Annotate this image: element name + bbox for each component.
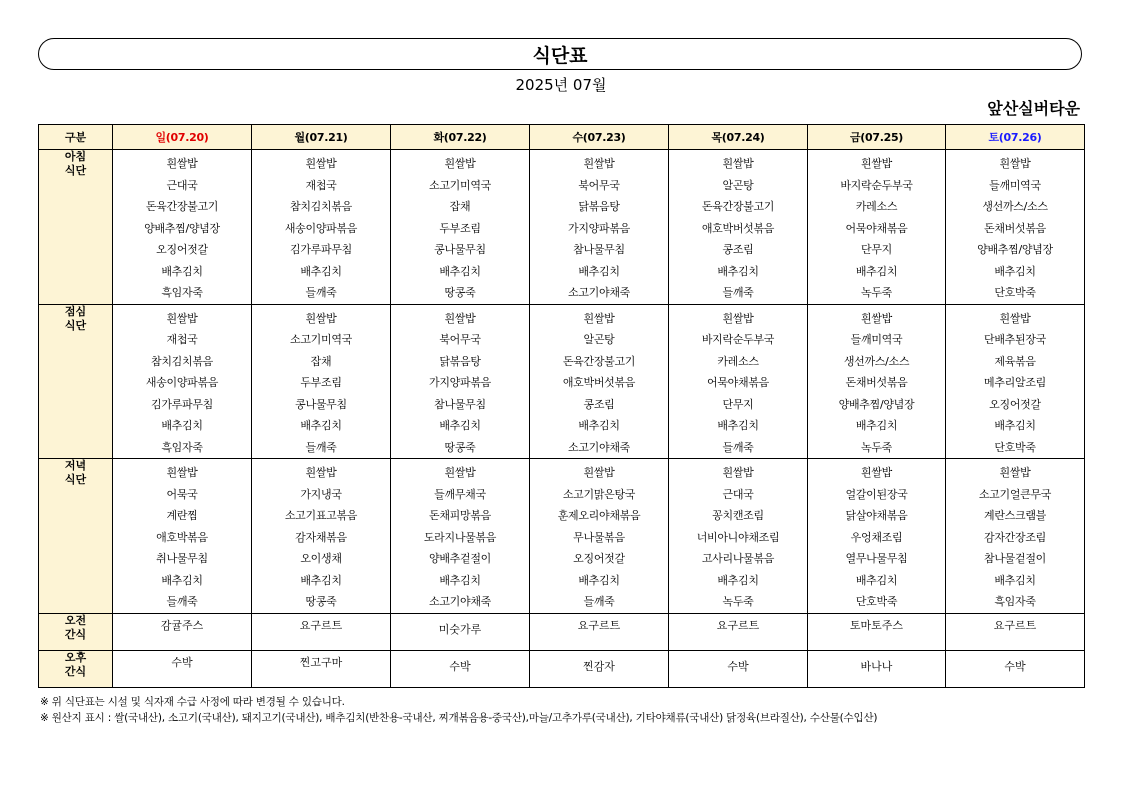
menu-item: 단배추된장국 — [984, 333, 1046, 346]
corner-header: 구분 — [39, 125, 113, 150]
menu-item: 흰쌀밥 — [305, 311, 337, 325]
menu-item: 소고기미역국 — [290, 333, 352, 346]
day-header-sat: 토(07.26) — [946, 125, 1085, 150]
menu-item: 콩나물무침 — [295, 397, 347, 411]
snack-item: 요구르트 — [716, 618, 760, 632]
menu-item: 참나물무침 — [573, 243, 625, 256]
menu-item: 바지락순두부국 — [701, 333, 775, 346]
header-row — [39, 125, 1085, 150]
snack-cell — [808, 650, 946, 687]
menu-item: 카레소스 — [855, 200, 898, 213]
menu-item: 녹두죽 — [861, 286, 892, 299]
menu-item: 닭볶음탕 — [578, 200, 620, 213]
menu-item: 어묵야채볶음 — [845, 221, 908, 235]
menu-item: 배추김치 — [439, 264, 481, 278]
menu-item: 배추김치 — [161, 264, 203, 278]
menu-item: 참치김치볶음 — [290, 200, 352, 213]
menu-item: 들깨미역국 — [989, 178, 1041, 192]
menu-item: 흰쌀밥 — [166, 311, 198, 325]
day-header-fri: 금(07.25) — [808, 125, 946, 150]
menu-item: 배추김치 — [994, 419, 1036, 432]
menu-item: 근대국 — [166, 178, 198, 192]
menu-item: 들깨미역국 — [850, 333, 903, 346]
menu-item: 녹두죽 — [861, 440, 892, 454]
menu-item: 취나물무침 — [156, 552, 208, 565]
menu-item: 배추김치 — [300, 264, 342, 278]
menu-item: 계란스크램블 — [984, 509, 1046, 522]
menu-item: 새송이양파볶음 — [145, 376, 219, 389]
meal-label — [39, 459, 113, 614]
snack-cell — [808, 613, 946, 650]
menu-cell — [113, 150, 252, 305]
day-header-sun: 일(07.20) — [113, 125, 252, 150]
menu-item: 돈육간장불고기 — [562, 354, 636, 368]
menu-cell — [391, 150, 530, 305]
snack-label — [39, 650, 113, 687]
menu-item: 흰쌀밥 — [166, 157, 198, 170]
menu-item: 콩나물무침 — [434, 243, 486, 256]
menu-item: 흰쌀밥 — [722, 311, 754, 325]
menu-item: 재첩국 — [166, 333, 198, 346]
menu-item: 오징어젓갈 — [573, 552, 625, 565]
menu-item: 배추김치 — [439, 419, 481, 432]
meal-label-line: 점심 — [64, 304, 87, 318]
menu-item: 참나물무침 — [434, 397, 486, 411]
snack-cell — [391, 650, 530, 687]
menu-cell — [252, 459, 391, 614]
snack-cell — [530, 613, 669, 650]
menu-item: 배추김치 — [717, 573, 759, 587]
menu-item: 양배추찜/양념장 — [977, 243, 1053, 256]
snack-cell — [530, 650, 669, 687]
organization-name: 앞산실버타운 — [987, 99, 1080, 118]
menu-cell — [669, 459, 808, 614]
menu-item: 배추김치 — [717, 419, 759, 432]
menu-item: 돈채피망볶음 — [429, 509, 491, 522]
menu-item: 감자간장조림 — [984, 530, 1046, 544]
snack-item: 바나나 — [860, 659, 893, 673]
menu-item: 소고기표고볶음 — [284, 509, 358, 522]
menu-item: 알곤탕 — [583, 333, 615, 346]
snack-cell — [669, 613, 808, 650]
menu-item: 녹두죽 — [722, 595, 754, 608]
menu-cell — [530, 459, 669, 614]
lunch-row — [39, 304, 1085, 459]
menu-cell — [808, 150, 946, 305]
snack-label-line: 간식 — [64, 664, 87, 678]
snack-item: 수박 — [1004, 659, 1026, 673]
menu-item: 너비아니야채조림 — [696, 530, 780, 544]
menu-item: 배추김치 — [300, 419, 342, 432]
menu-item: 배추김치 — [717, 264, 759, 278]
menu-cell — [530, 304, 669, 459]
menu-item: 들깨죽 — [166, 595, 198, 608]
menu-cell — [252, 304, 391, 459]
menu-cell — [808, 459, 946, 614]
menu-item: 가지양파볶음 — [429, 376, 491, 389]
menu-item: 애호박버섯볶음 — [562, 376, 636, 389]
menu-item: 알곤탕 — [722, 178, 754, 192]
menu-item: 배추김치 — [855, 419, 898, 432]
menu-item: 돈채버섯볶음 — [984, 221, 1046, 235]
breakfast-row — [39, 150, 1085, 305]
menu-item: 제육볶음 — [994, 354, 1036, 368]
dinner-row — [39, 459, 1085, 614]
menu-item: 도라지나물볶음 — [423, 530, 497, 544]
menu-item: 메추리알조림 — [984, 376, 1046, 389]
menu-item: 가지양파볶음 — [568, 221, 630, 235]
meal-label — [39, 304, 113, 459]
menu-item: 꽁치캔조림 — [712, 509, 764, 522]
menu-item: 두부조림 — [300, 376, 342, 389]
menu-table — [38, 124, 1085, 688]
menu-item: 양배추찜/양념장 — [838, 397, 915, 411]
snack-label-line: 간식 — [64, 627, 87, 641]
menu-item: 참나물겉절이 — [984, 552, 1046, 565]
afternoon-snack-row — [39, 650, 1085, 687]
menu-item: 소고기야채죽 — [568, 286, 630, 299]
snack-item: 수박 — [727, 659, 749, 673]
menu-cell — [391, 459, 530, 614]
menu-item: 단호박죽 — [855, 595, 898, 608]
menu-item: 무나물볶음 — [573, 530, 625, 544]
snack-item: 수박 — [449, 659, 471, 673]
menu-cell — [113, 459, 252, 614]
meal-label-line: 아침 — [64, 150, 87, 163]
menu-item: 흑임자죽 — [161, 286, 203, 299]
menu-item: 흰쌀밥 — [999, 157, 1031, 170]
menu-item: 들깨죽 — [305, 286, 337, 299]
menu-cell — [530, 150, 669, 305]
menu-item: 흑임자죽 — [161, 440, 203, 454]
snack-item: 미숫가루 — [438, 622, 482, 636]
snack-cell — [946, 613, 1085, 650]
snack-item: 요구르트 — [577, 618, 621, 632]
menu-item: 배추김치 — [439, 573, 481, 587]
menu-item: 고사리나물볶음 — [701, 552, 775, 565]
menu-item: 땅콩죽 — [444, 286, 476, 299]
menu-item: 흰쌀밥 — [722, 466, 754, 479]
menu-item: 새송이양파볶음 — [284, 221, 358, 235]
menu-item: 배추김치 — [161, 419, 203, 432]
menu-cell — [946, 459, 1085, 614]
menu-item: 단무지 — [722, 397, 754, 411]
menu-item: 들깨무채국 — [434, 487, 486, 501]
meal-label-line: 저녁 — [64, 459, 87, 472]
menu-item: 배추김치 — [578, 419, 620, 432]
menu-cell — [252, 150, 391, 305]
menu-item: 배추김치 — [855, 573, 898, 587]
menu-item: 북어무국 — [439, 333, 481, 346]
meal-label — [39, 150, 113, 305]
menu-item: 흰쌀밥 — [999, 466, 1031, 479]
menu-item: 얼갈이된장국 — [845, 487, 908, 501]
day-header-wed: 수(07.23) — [530, 125, 669, 150]
note-origin: ※ 원산지 표시 : 쌀(국내산), 소고기(국내산), 돼지고기(국내산), 배추김치(반찬용-국내산, 찌개볶음용-중국산),마늘/고추가루(국내산), 기타야채류(국내산) 닭정육(브라질산), 수산물(수입산) — [40, 712, 878, 724]
menu-item: 훈제오리야채볶음 — [557, 509, 641, 522]
meal-label-line: 식단 — [64, 318, 87, 332]
menu-item: 김가루파무침 — [290, 243, 352, 256]
menu-item: 들깨죽 — [583, 595, 615, 608]
menu-item: 김가루파무침 — [151, 397, 213, 411]
menu-item: 근대국 — [722, 487, 754, 501]
menu-item: 흑임자죽 — [994, 595, 1036, 608]
menu-item: 두부조림 — [439, 221, 481, 235]
menu-item: 들깨죽 — [305, 440, 337, 454]
menu-item: 흰쌀밥 — [722, 157, 754, 170]
menu-item: 애호박볶음 — [156, 530, 208, 544]
menu-item: 양배추겉절이 — [429, 552, 491, 565]
menu-item: 단호박죽 — [994, 286, 1036, 299]
menu-item: 콩조림 — [583, 397, 615, 411]
menu-item: 소고기맑은탕국 — [562, 487, 636, 501]
menu-item: 우엉채조림 — [850, 530, 903, 544]
menu-cell — [113, 304, 252, 459]
menu-item: 감자채볶음 — [295, 530, 347, 544]
notes — [40, 694, 877, 726]
menu-item: 돈육간장불고기 — [701, 200, 775, 213]
snack-cell — [113, 650, 252, 687]
menu-item: 잡채 — [310, 354, 332, 368]
menu-item: 잡채 — [449, 200, 471, 213]
menu-item: 오징어젓갈 — [989, 397, 1041, 411]
menu-cell — [946, 150, 1085, 305]
snack-item: 요구르트 — [993, 618, 1037, 632]
snack-item: 요구르트 — [299, 618, 343, 632]
menu-item: 배추김치 — [994, 573, 1036, 587]
menu-item: 바지락순두부국 — [840, 178, 913, 192]
menu-item: 흰쌀밥 — [861, 157, 892, 170]
day-header-tue: 화(07.22) — [391, 125, 530, 150]
snack-item: 찐고구마 — [299, 655, 343, 669]
menu-cell — [808, 304, 946, 459]
snack-cell — [252, 613, 391, 650]
menu-item: 흰쌀밥 — [583, 311, 615, 325]
menu-item: 배추김치 — [578, 573, 620, 587]
snack-item: 감귤주스 — [160, 618, 204, 632]
meal-label-line: 식단 — [64, 473, 87, 486]
menu-item: 땅콩죽 — [305, 595, 337, 608]
title-banner — [38, 38, 1082, 70]
menu-item: 계란찜 — [166, 509, 198, 522]
menu-item: 오징어젓갈 — [156, 243, 208, 256]
meal-label-line: 식단 — [64, 164, 87, 177]
menu-item: 단무지 — [861, 243, 892, 256]
snack-label — [39, 613, 113, 650]
snack-label-line: 오후 — [64, 650, 87, 664]
menu-item: 배추김치 — [161, 573, 203, 587]
menu-item: 닭볶음탕 — [439, 354, 481, 368]
menu-item: 흰쌀밥 — [305, 157, 337, 170]
menu-item: 흰쌀밥 — [166, 466, 198, 479]
menu-item: 흰쌀밥 — [583, 466, 615, 479]
snack-label-line: 오전 — [64, 613, 87, 627]
menu-item: 생선까스/소스 — [982, 200, 1048, 213]
menu-item: 흰쌀밥 — [444, 157, 476, 170]
menu-item: 양배추찜/양념장 — [144, 221, 220, 235]
menu-item: 단호박죽 — [994, 440, 1036, 454]
menu-item: 소고기야채죽 — [568, 440, 630, 454]
menu-cell — [669, 150, 808, 305]
snack-item: 찐감자 — [583, 659, 615, 673]
menu-item: 들깨죽 — [722, 286, 754, 299]
menu-item: 소고기얼큰무국 — [978, 487, 1052, 501]
morning-snack-row — [39, 613, 1085, 650]
day-header-mon: 월(07.21) — [252, 125, 391, 150]
menu-item: 생선까스/소스 — [843, 354, 910, 368]
menu-item: 배추김치 — [855, 264, 898, 278]
snack-cell — [113, 613, 252, 650]
menu-item: 콩조림 — [722, 243, 754, 256]
menu-cell — [946, 304, 1085, 459]
menu-item: 흰쌀밥 — [861, 311, 892, 325]
snack-cell — [669, 650, 808, 687]
menu-item: 애호박버섯볶음 — [701, 221, 775, 235]
month-label: 2025년 07월 — [515, 76, 607, 94]
page-title: 식단표 — [532, 44, 588, 67]
menu-item: 소고기미역국 — [429, 178, 491, 192]
menu-item: 배추김치 — [578, 264, 620, 278]
menu-item: 배추김치 — [300, 573, 342, 587]
menu-item: 돈채버섯볶음 — [845, 376, 908, 389]
menu-item: 돈육간장불고기 — [145, 200, 219, 213]
menu-item: 가지냉국 — [300, 487, 342, 501]
snack-cell — [252, 650, 391, 687]
menu-item: 땅콩죽 — [444, 440, 476, 454]
menu-item: 흰쌀밥 — [444, 311, 476, 325]
menu-item: 흰쌀밥 — [583, 157, 615, 170]
menu-item: 배추김치 — [994, 264, 1036, 278]
menu-item: 북어무국 — [578, 178, 620, 192]
menu-item: 소고기야채죽 — [429, 595, 491, 608]
snack-cell — [391, 613, 530, 650]
snack-cell — [946, 650, 1085, 687]
menu-item: 닭살야채볶음 — [845, 509, 908, 522]
menu-item: 어묵국 — [166, 487, 198, 501]
snack-item: 토마토주스 — [849, 618, 904, 632]
menu-item: 흰쌀밥 — [861, 466, 892, 479]
menu-item: 흰쌀밥 — [305, 466, 337, 479]
menu-item: 재첩국 — [305, 178, 337, 192]
day-header-thu: 목(07.24) — [669, 125, 808, 150]
snack-item: 수박 — [171, 655, 193, 669]
menu-item: 오이생채 — [300, 552, 342, 565]
menu-item: 들깨죽 — [722, 440, 754, 454]
menu-cell — [391, 304, 530, 459]
menu-item: 흰쌀밥 — [999, 311, 1031, 325]
menu-item: 참치김치볶음 — [151, 354, 213, 368]
menu-cell — [669, 304, 808, 459]
menu-item: 어묵야채볶음 — [707, 376, 769, 389]
menu-item: 열무나물무침 — [845, 552, 908, 565]
note-change: ※ 위 식단표는 시설 및 식자재 수급 사정에 따라 변경될 수 있습니다. — [40, 696, 345, 708]
menu-item: 카레소스 — [717, 354, 759, 368]
menu-item: 흰쌀밥 — [444, 466, 476, 479]
